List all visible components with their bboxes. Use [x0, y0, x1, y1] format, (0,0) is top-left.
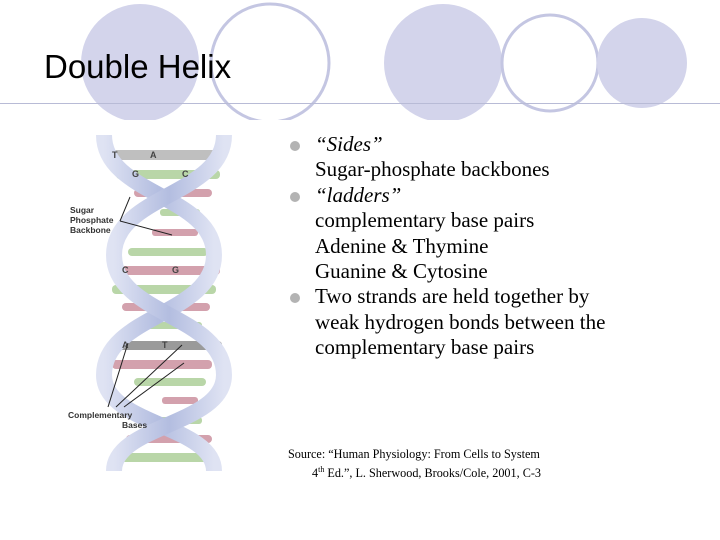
bullet-list: [288, 132, 708, 361]
bullet-text: Guanine & Cytosine: [315, 259, 488, 284]
source-citation: [288, 446, 708, 481]
bullet-icon: [290, 192, 300, 202]
base-pair: [134, 378, 206, 386]
base-letter: C: [182, 169, 189, 179]
base-pair: [152, 229, 198, 236]
bullet-text: Two strands are held together by: [315, 284, 590, 309]
base-pair: [128, 248, 208, 256]
bullet-text: complementary base pairs: [315, 208, 535, 233]
bullet-text: complementary base pairs: [315, 335, 535, 360]
base-letter: T: [162, 340, 168, 350]
label-bases-line2: Bases: [122, 420, 148, 430]
bullet-item: [288, 183, 708, 285]
bullet-text: Adenine & Thymine: [315, 233, 489, 258]
slide-title: Double Helix: [44, 48, 232, 85]
bullet-icon: [290, 293, 300, 303]
bullet-text: Sugar-phosphate backbones: [315, 157, 550, 182]
base-letter: G: [132, 169, 140, 179]
dna-helix-figure: [64, 135, 286, 471]
source-line2: 4th Ed.”, L. Sherwood, Brooks/Cole, 2001, C-3: [312, 465, 541, 481]
decorative-circle: [597, 18, 687, 108]
bullet-icon: [290, 141, 300, 151]
label-backbone-line2: Phosphate: [70, 215, 114, 225]
bullet-item: [288, 284, 708, 360]
title-rule: [0, 103, 720, 104]
label-bases-line1: Complementary: [68, 410, 133, 420]
base-letter: C: [122, 265, 129, 275]
source-line1: Source: “Human Physiology: From Cells to System: [288, 447, 540, 461]
decorative-circle: [502, 15, 598, 111]
bullet-heading: “Sides”: [315, 132, 383, 156]
bullet-heading: “ladders”: [315, 182, 402, 207]
label-backbone-line1: Sugar: [70, 205, 95, 215]
bullet-item: [288, 132, 708, 183]
base-letter: T: [112, 150, 118, 160]
bullet-text: weak hydrogen bonds between the: [315, 309, 606, 334]
base-pair: [108, 150, 218, 160]
base-pair: [112, 360, 212, 369]
base-pair: [162, 397, 198, 404]
base-letter: A: [122, 340, 129, 350]
base-letter: A: [150, 150, 157, 160]
base-letter: G: [172, 265, 180, 275]
label-backbone-line3: Backbone: [70, 225, 111, 235]
